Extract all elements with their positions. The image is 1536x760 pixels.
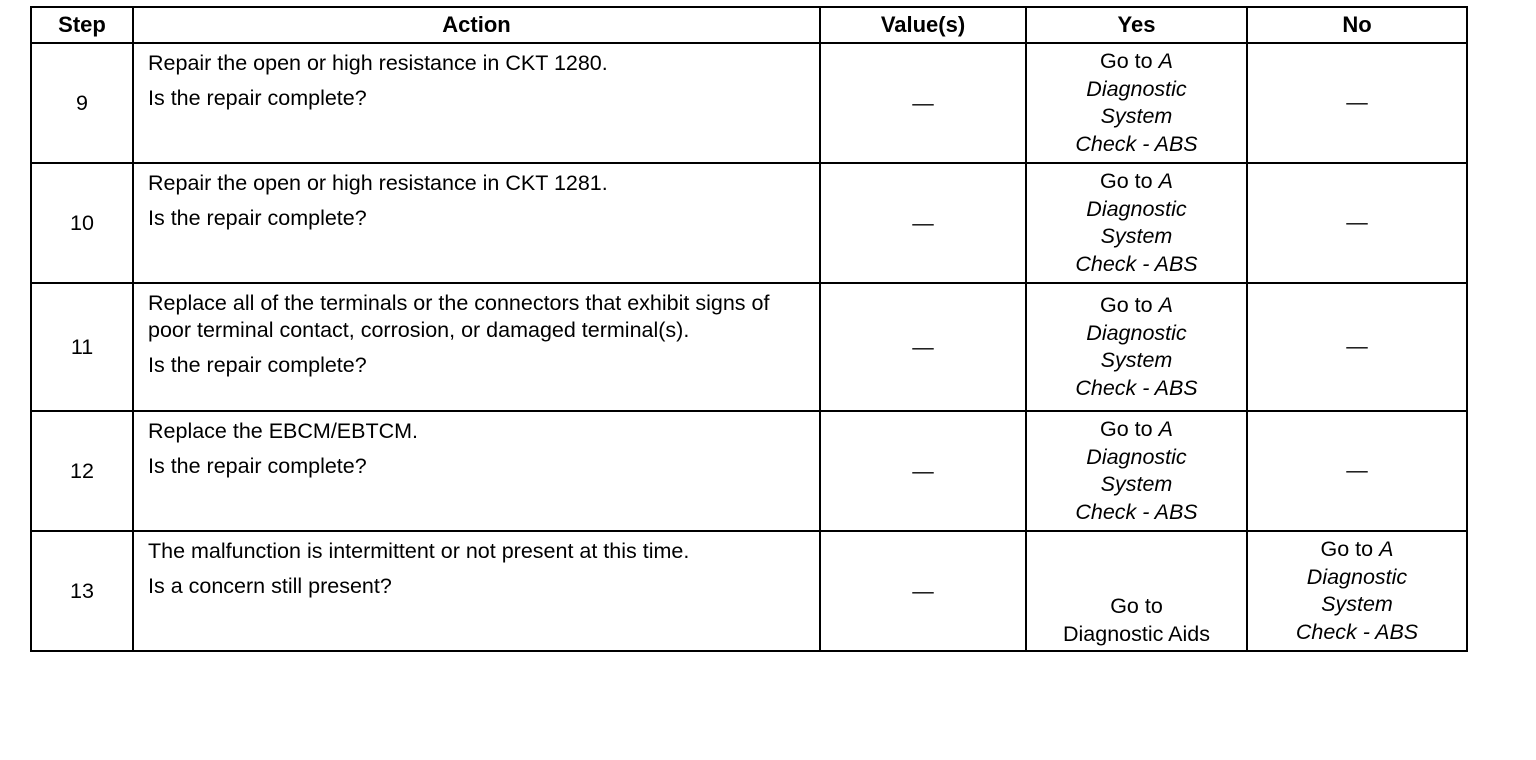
- value-cell: —: [820, 411, 1026, 531]
- diagnostic-table: [30, 6, 1468, 652]
- action-cell: [133, 531, 820, 651]
- yes-link-line: Diagnostic: [1086, 196, 1187, 221]
- step-number: 10: [31, 163, 133, 283]
- yes-link-line: Diagnostic: [1086, 76, 1187, 101]
- yes-link-line: Check - ABS: [1075, 251, 1198, 276]
- yes-goto-a: A: [1158, 417, 1173, 441]
- action-question: Is a concern still present?: [148, 574, 392, 598]
- header-no: No: [1247, 7, 1467, 43]
- no-goto: Go to: [1320, 537, 1374, 561]
- yes-link-line: Check - ABS: [1075, 375, 1198, 400]
- yes-goto: Go to: [1100, 417, 1153, 441]
- action-question: Is the repair complete?: [148, 353, 367, 377]
- yes-cell: [1026, 531, 1247, 651]
- no-link-line: Diagnostic: [1306, 564, 1408, 589]
- yes-goto: Go to: [1100, 49, 1153, 73]
- value-cell: —: [820, 283, 1026, 411]
- step-number: 12: [31, 411, 133, 531]
- yes-goto: Go to: [1100, 169, 1153, 193]
- yes-link-line: System: [1100, 472, 1173, 496]
- action-question: Is the repair complete?: [148, 454, 367, 478]
- header-action: Action: [133, 7, 820, 43]
- table-row: [31, 43, 1467, 163]
- value-cell: —: [820, 43, 1026, 163]
- yes-goto: Go to: [1110, 594, 1163, 618]
- no-cell: —: [1247, 43, 1467, 163]
- step-number: 11: [31, 283, 133, 411]
- header-step: Step: [31, 7, 133, 43]
- yes-goto-a: A: [1158, 293, 1173, 317]
- header-yes: Yes: [1026, 7, 1247, 43]
- action-cell: [133, 43, 820, 163]
- action-cell: [133, 411, 820, 531]
- action-text: Replace all of the terminals or the connectors that exhibit signs of poor terminal contact, corrosion, or damaged terminal(s).: [148, 291, 770, 342]
- action-cell: [133, 163, 820, 283]
- yes-goto-a: A: [1158, 49, 1173, 73]
- step-number: 13: [31, 531, 133, 651]
- yes-link-line: System: [1100, 224, 1173, 248]
- header-row: [31, 7, 1467, 43]
- no-cell: —: [1247, 163, 1467, 283]
- no-link-line: System: [1321, 592, 1393, 616]
- action-question: Is the repair complete?: [148, 86, 367, 110]
- yes-link-line: Diagnostic: [1086, 320, 1187, 345]
- yes-cell: [1026, 43, 1247, 163]
- no-cell: —: [1247, 283, 1467, 411]
- action-text: Replace the EBCM/EBTCM.: [148, 419, 419, 443]
- action-text: Repair the open or high resistance in CKT 1280.: [148, 51, 608, 75]
- yes-link-line: Check - ABS: [1075, 131, 1198, 156]
- yes-cell: [1026, 283, 1247, 411]
- yes-goto-a: A: [1158, 169, 1173, 193]
- no-cell: [1247, 531, 1467, 651]
- yes-link-line: Diagnostic Aids: [1063, 621, 1210, 646]
- header-value: Value(s): [820, 7, 1026, 43]
- value-cell: —: [820, 163, 1026, 283]
- no-link-line: Check - ABS: [1295, 619, 1419, 644]
- yes-link-line: Diagnostic: [1086, 444, 1187, 469]
- yes-link-line: System: [1100, 348, 1173, 372]
- table-row: [31, 163, 1467, 283]
- action-text: The malfunction is intermittent or not present at this time.: [148, 539, 690, 563]
- yes-goto: Go to: [1100, 293, 1153, 317]
- action-text: Repair the open or high resistance in CKT 1281.: [148, 171, 608, 195]
- table-row: [31, 411, 1467, 531]
- no-goto-a: A: [1379, 537, 1394, 561]
- yes-link-line: Check - ABS: [1075, 499, 1198, 524]
- value-cell: —: [820, 531, 1026, 651]
- yes-cell: [1026, 163, 1247, 283]
- no-cell: —: [1247, 411, 1467, 531]
- yes-link-line: System: [1100, 104, 1173, 128]
- table-row: [31, 531, 1467, 651]
- table-row: [31, 283, 1467, 411]
- yes-cell: [1026, 411, 1247, 531]
- action-question: Is the repair complete?: [148, 206, 367, 230]
- action-cell: [133, 283, 820, 411]
- step-number: 9: [31, 43, 133, 163]
